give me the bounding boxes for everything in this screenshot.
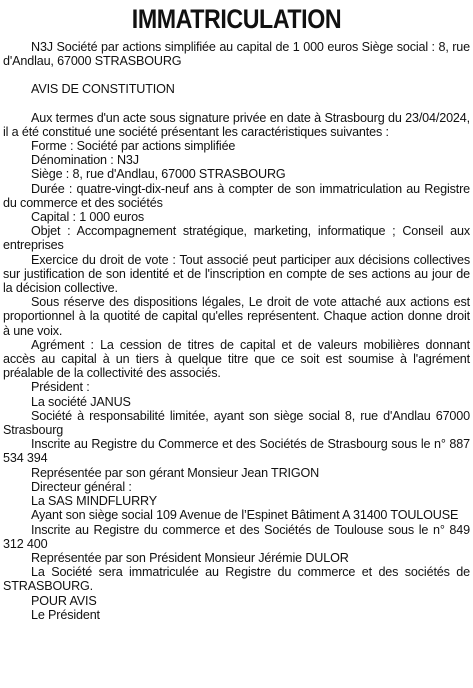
notice-intro: Aux termes d'un acte sous signature privée en date à Strasbourg du 23/04/2024, il a été constitué une société présentant les caractéristiques suivantes : [3,110,470,139]
field-seat: Siège : 8, rue d'Andlau, 67000 STRASBOURG [31,167,286,182]
field-voting: Exercice du droit de vote : Tout associé peut participer aux décisions collectives sur justification de son identité et de l'inscription en compte de ses actions au jour de la décision collective. [3,252,470,296]
spacer [3,97,470,111]
field-name: Dénomination : N3J [31,153,139,168]
president-details: Société à responsabilité limitée, ayant son siège social 8, rue d'Andlau 67000 Strasbourg [3,408,470,438]
director-name: La SAS MINDFLURRY [31,494,157,509]
field-approval: Agrément : La cession de titres de capital et de valeurs mobilières donnant accès au capital à un tiers à quelque titre que ce soit est soumise à l'agrément préalable de la collectivité des associés. [3,337,470,381]
director-registry: Inscrite au Registre du commerce et des Sociétés de Toulouse sous le n° 849 312 400 [3,522,470,551]
signature-line: Le Président [31,607,100,622]
field-duration: Durée : quatre-vingt-dix-neuf ans à compter de son immatriculation au Registre du commerce et des sociétés [3,181,470,210]
field-capital: Capital : 1 000 euros [31,210,145,225]
field-purpose: Objet : Accompagnement stratégique, marketing, informatique ; Conseil aux entreprises [3,224,470,253]
notice-body [3,40,470,622]
notice-title: IMMATRICULATION [131,4,342,34]
registration-statement: La Société sera immatriculée au Registre du commerce et des sociétés de STRASBOURG. [3,565,470,594]
director-heading: Directeur général : [31,479,132,494]
field-form: Forme : Société par actions simplifiée [31,139,236,154]
company-header: N3J Société par actions simplifiée au capital de 1 000 euros Siège social : 8, rue d'Andlau, 67000 STRASBOURG [3,40,470,69]
spacer [3,68,470,82]
president-representative: Représentée par son gérant Monsieur Jean TRIGON [31,465,320,480]
director-seat: Ayant son siège social 109 Avenue de l’Espinet Bâtiment A 31400 TOULOUSE [31,508,459,523]
president-heading: Président : [31,380,90,395]
field-voting-rights: Sous réserve des dispositions légales, Le droit de vote attaché aux actions est proportionnel à la quotité de capital qu'elles représentent. Chaque action donne droit à une voix. [3,295,470,338]
president-registry: Inscrite au Registre du Commerce et des Sociétés de Strasbourg sous le n° 887 534 394 [3,437,470,466]
closing-for-notice: POUR AVIS [31,593,97,608]
director-representative: Représentée par son Président Monsieur Jérémie DULOR [31,550,349,565]
president-name: La société JANUS [31,394,131,409]
notice-heading: AVIS DE CONSTITUTION [31,82,175,97]
